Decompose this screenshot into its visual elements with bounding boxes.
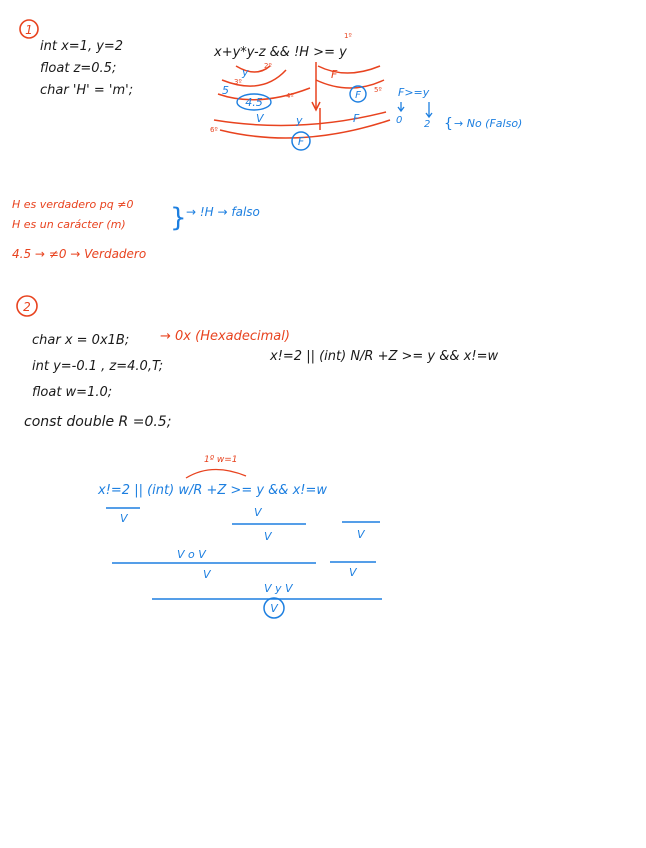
- eval-v-3: V: [264, 530, 272, 543]
- result-5: 5: [222, 84, 229, 97]
- side-comparison: F>=y: [398, 86, 430, 99]
- step-6-label: 6º: [210, 126, 218, 134]
- eval-step-1: 1º w=1: [204, 455, 238, 465]
- result-y-2: y: [296, 114, 303, 127]
- exercise-1: [12, 20, 522, 261]
- result-y-1: y: [242, 66, 249, 79]
- note-1: H es verdadero pq ≠0: [12, 198, 134, 211]
- step-2-label: 2º: [264, 62, 272, 70]
- note-result: → !H → falso: [186, 205, 260, 219]
- eval-v-5: V: [203, 568, 211, 581]
- side-zero: 0: [396, 115, 403, 126]
- result-V-1: V: [256, 112, 264, 125]
- eval-v-2: V: [254, 506, 262, 519]
- result-F-2: F: [353, 112, 360, 125]
- eval-v-6: V: [349, 566, 357, 579]
- note-brace: }: [170, 203, 187, 233]
- exercise-1-number: 1: [25, 23, 33, 37]
- eval-v-o-v: V o V: [177, 548, 206, 561]
- result-4-5: 4.5: [245, 96, 263, 109]
- final-F: F: [297, 135, 305, 148]
- eval-expression: x!=2 || (int) w/R +Z >= y && x!=w: [98, 483, 328, 498]
- eval-lines: [106, 508, 382, 599]
- side-brace: {: [444, 116, 453, 132]
- expression-1: x+y*y-z && !H >= y: [214, 45, 347, 60]
- eval-v-y-v: V y V: [264, 582, 293, 595]
- exercise-2-number: 2: [23, 300, 31, 314]
- bracket-step-6: [220, 120, 390, 138]
- bracket-right-1: [318, 66, 380, 73]
- final-V: V: [270, 602, 278, 615]
- eval-v-4: V: [357, 528, 365, 541]
- side-arrows: [398, 102, 432, 117]
- hex-note: → 0x (Hexadecimal): [160, 329, 290, 344]
- exercise-2: [17, 296, 498, 618]
- decl-line-2: float z=0.5;: [40, 61, 117, 76]
- decl2-line-1: char x = 0x1B;: [32, 333, 130, 348]
- decl2-line-3: float w=1.0;: [32, 385, 113, 400]
- result-F-top: F: [331, 68, 338, 81]
- step-1-bracket: [186, 469, 246, 478]
- note-2: H es un carácter (m): [12, 218, 126, 231]
- decl-line-3: char 'H' = 'm';: [40, 83, 134, 98]
- bracket-step-4: [218, 88, 310, 100]
- step-4-label: 4º: [286, 92, 294, 100]
- decl2-line-2: int y=-0.1 , z=4.0,T;: [32, 359, 164, 374]
- step-5-label: 5º: [374, 86, 382, 94]
- note-3: 4.5 → ≠0 → Verdadero: [12, 247, 147, 261]
- decl2-line-4: const double R =0.5;: [24, 414, 172, 430]
- step-1-label: 1º: [344, 32, 352, 40]
- side-result: → No (Falso): [454, 117, 523, 130]
- side-two: 2: [424, 119, 431, 130]
- eval-v-1: V: [120, 512, 128, 525]
- step-3-label: 3º: [234, 78, 242, 86]
- result-F-circled-1: F: [355, 90, 361, 101]
- expression-2: x!=2 || (int) N/R +Z >= y && x!=w: [270, 349, 499, 364]
- decl-line-1: int x=1, y=2: [40, 39, 124, 54]
